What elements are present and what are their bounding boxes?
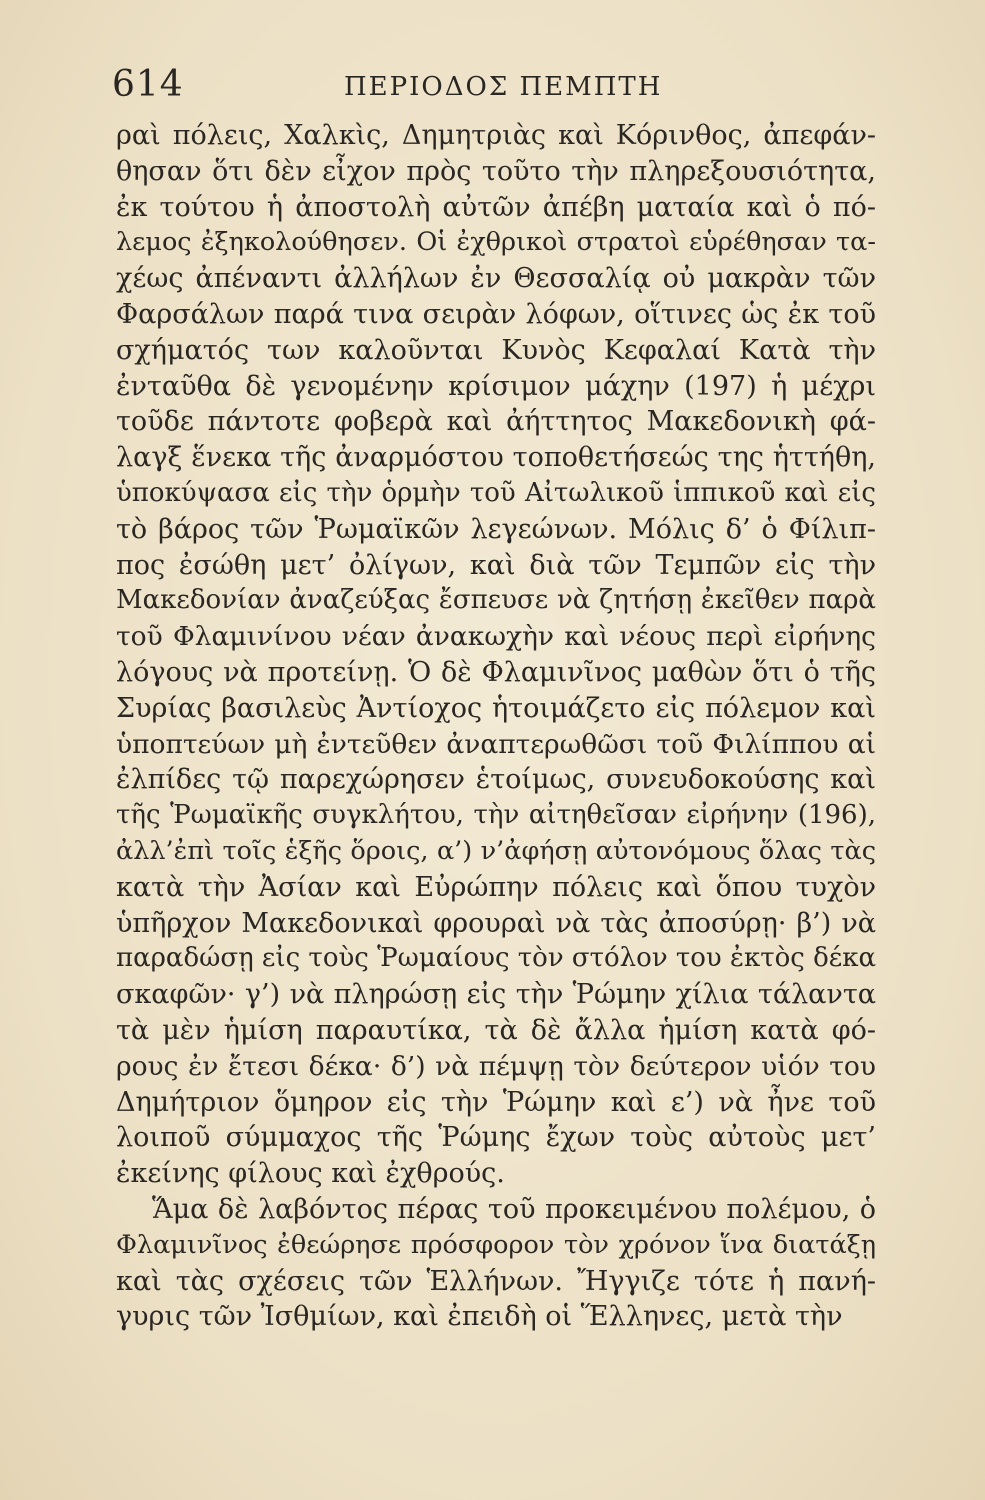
text-line: λεμος ἐξηκολούθησεν. Οἱ ἐχθρικοὶ στρατοὶ εὑρέθησαν τα- — [116, 227, 876, 258]
text-line: τοῦ Φλαμινίνου νέαν ἀνακωχὴν καὶ νέους περὶ εἰρήνης — [116, 621, 876, 653]
text-line: ὑποκύψασα εἰς τὴν ὁρμὴν τοῦ Αἰτωλικοῦ ἱππικοῦ καὶ εἰς — [116, 477, 876, 508]
body-text — [116, 118, 876, 1335]
text-line: τοῦδε πάντοτε φοβερὰ καὶ ἀήττητος Μακεδονικὴ φά- — [116, 406, 876, 438]
text-line: ἐλπίδες τῷ παρεχώρησεν ἑτοίμως, συνευδοκούσης καὶ — [116, 764, 876, 796]
text-line: Συρίας βασιλεὺς Ἀντίοχος ἡτοιμάζετο εἰς πόλεμον καὶ — [116, 692, 876, 724]
text-line: ἐκείνης φίλους καὶ ἐχθρούς. — [116, 1158, 505, 1190]
text-line: χέως ἀπέναντι ἀλλήλων ἐν Θεσσαλίᾳ οὐ μακρὰν τῶν — [116, 263, 876, 295]
text-line: Δημήτριον ὅμηρον εἰς τὴν Ῥώμην καὶ ε’) νὰ ἦνε τοῦ — [116, 1086, 876, 1118]
text-line: καὶ τὰς σχέσεις τῶν Ἑλλήνων. Ἤγγιζε τότε ἡ πανή- — [116, 1265, 876, 1297]
text-line: λαγξ ἕνεκα τῆς ἀναρμόστου τοποθετήσεώς της ἡττήθη, — [116, 442, 876, 474]
text-line: κατὰ τὴν Ἀσίαν καὶ Εὐρώπην πόλεις καὶ ὅπου τυχὸν — [116, 871, 876, 903]
text-line: λοιποῦ σύμμαχος τῆς Ῥώμης ἔχων τοὺς αὐτοὺς μετ’ — [116, 1122, 876, 1154]
running-head: ΠΕΡΙΟΔΟΣ ΠΕΜΠΤΗ — [344, 72, 663, 102]
text-line: Ἅμα δὲ λαβόντος πέρας τοῦ προκειμένου πολέμου, ὁ — [152, 1193, 876, 1225]
paragraph — [116, 1192, 876, 1335]
text-line: Φλαμινῖνος ἐθεώρησε πρόσφορον τὸν χρόνον ἵνα διατάξῃ — [116, 1229, 876, 1260]
text-line: θησαν ὅτι δὲν εἶχον πρὸς τοῦτο τὴν πληρεξουσιότητα, — [116, 155, 876, 187]
text-line: τῆς Ῥωμαϊκῆς συγκλήτου, τὴν αἰτηθεῖσαν εἰρήνην (196), — [116, 800, 876, 831]
text-line: τὰ μὲν ἡμίση παραυτίκα, τὰ δὲ ἄλλα ἡμίση κατὰ φό- — [116, 1014, 876, 1046]
text-line: ἀλλ’ἐπὶ τοῖς ἑξῆς ὅροις, α’) ν’ἀφήσῃ αὐτονόμους ὅλας τὰς — [116, 835, 876, 866]
text-line: ἐκ τούτου ἡ ἀποστολὴ αὐτῶν ἀπέβη ματαία καὶ ὁ πό- — [116, 191, 876, 223]
paragraph — [116, 118, 876, 1192]
text-line: Μακεδονίαν ἀναζεύξας ἔσπευσε νὰ ζητήσῃ ἐκεῖθεν παρὰ — [116, 585, 876, 616]
text-line: ἐνταῦθα δὲ γενομένην κρίσιμον μάχην (197) ἡ μέχρι — [116, 370, 876, 402]
text-line: σχήματός των καλοῦνται Κυνὸς Κεφαλαί Κατὰ τὴν — [116, 334, 876, 366]
text-line: Φαρσάλων παρά τινα σειρὰν λόφων, οἵτινες ὡς ἐκ τοῦ — [116, 298, 876, 330]
text-line: τὸ βάρος τῶν Ῥωμαϊκῶν λεγεώνων. Μόλις δ’ ὁ Φίλιπ- — [116, 513, 876, 545]
text-line: ραὶ πόλεις, Χαλκὶς, Δημητριὰς καὶ Κόρινθος, ἀπεφάν- — [116, 120, 876, 151]
text-line: λόγους νὰ προτείνῃ. Ὁ δὲ Φλαμινῖνος μαθὼν ὅτι ὁ τῆς — [116, 656, 876, 688]
text-line: ὑπῆρχον Μακεδονικαὶ φρουραὶ νὰ τὰς ἀποσύρῃ· β’) νὰ — [116, 907, 876, 939]
text-line: παραδώσῃ εἰς τοὺς Ῥωμαίους τὸν στόλον του ἐκτὸς δέκα — [116, 943, 876, 974]
text-line: σκαφῶν· γ’) νὰ πληρώσῃ εἰς τὴν Ῥώμην χίλια τάλαντα — [116, 979, 876, 1011]
text-line: γυρις τῶν Ἰσθμίων, καὶ ἐπειδὴ οἱ Ἕλληνες, μετὰ τὴν — [116, 1301, 843, 1333]
page-number: 614 — [112, 64, 184, 105]
page-header — [112, 64, 872, 114]
text-line: ρους ἐν ἔτεσι δέκα· δ’) νὰ πέμψῃ τὸν δεύτερον υἱόν του — [116, 1050, 876, 1082]
text-line: ὑποπτεύων μὴ ἐντεῦθεν ἀναπτερωθῶσι τοῦ Φιλίππου αἱ — [116, 728, 876, 760]
text-line: πος ἐσώθη μετ’ ὀλίγων, καὶ διὰ τῶν Τεμπῶν εἰς τὴν — [116, 549, 876, 581]
